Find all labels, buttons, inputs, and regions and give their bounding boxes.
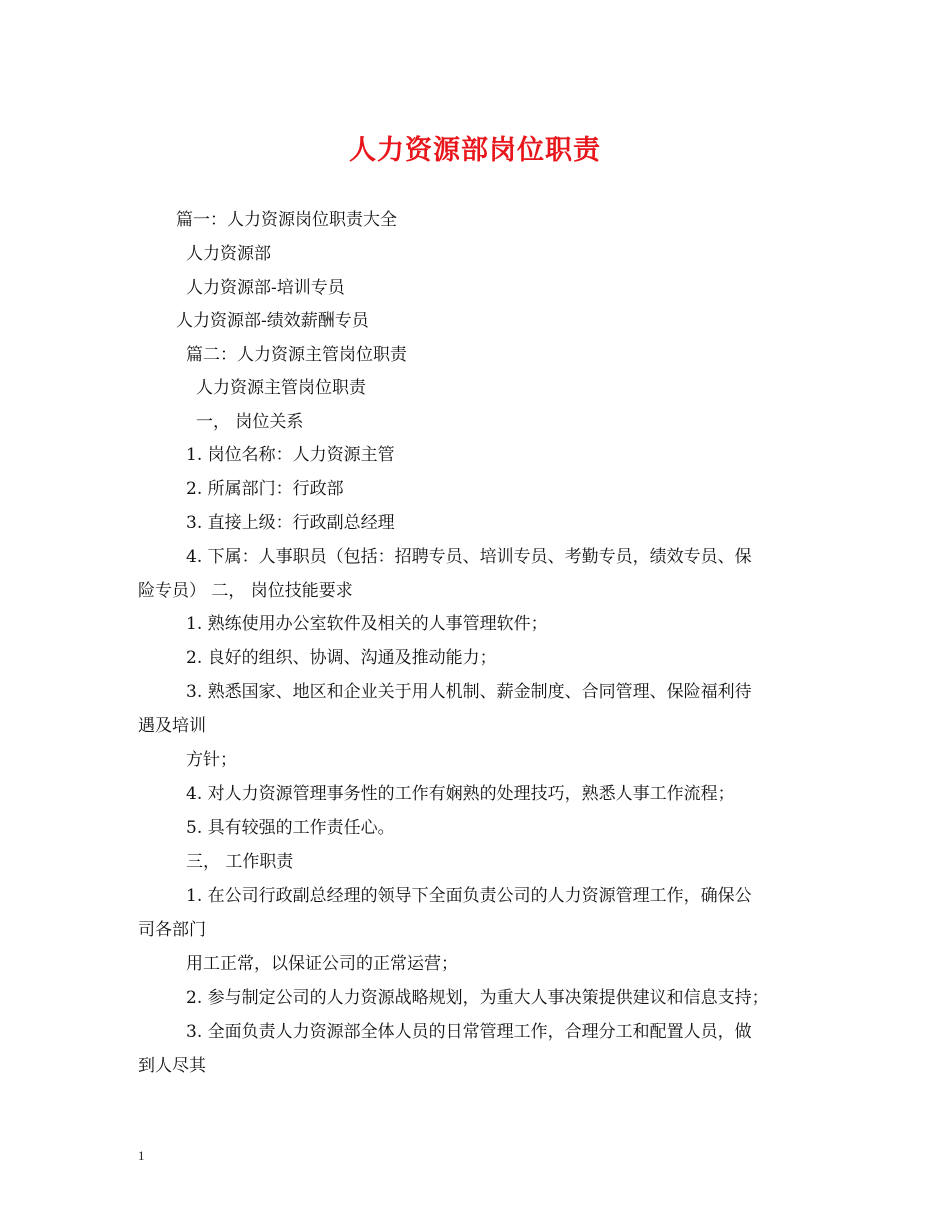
body-line: 司各部门 xyxy=(138,920,206,940)
body-line: 人力资源部 xyxy=(186,244,271,264)
body-line: 到人尽其 xyxy=(138,1056,206,1076)
body-line: 遇及培训 xyxy=(138,716,206,736)
list-item: 5. 具有较强的工作责任心。 xyxy=(186,818,395,838)
body-line: 方针； xyxy=(186,750,237,770)
section-heading: 一， 岗位关系 xyxy=(196,412,304,432)
document-title: 人力资源部岗位职责 xyxy=(349,135,601,166)
body-line: 险专员） 二， 岗位技能要求 xyxy=(138,581,353,601)
list-item: 2. 所属部门：行政部 xyxy=(186,479,344,499)
page-number: 1 xyxy=(138,1148,145,1163)
body-line: 人力资源主管岗位职责 xyxy=(196,378,366,398)
list-item: 3. 直接上级：行政副总经理 xyxy=(186,513,395,533)
body-line: 篇一：人力资源岗位职责大全 xyxy=(176,210,397,230)
list-item: 2. 参与制定公司的人力资源战略规划，为重大人事决策提供建议和信息支持； xyxy=(186,988,769,1008)
list-item: 3. 熟悉国家、地区和企业关于用人机制、薪金制度、合同管理、保险福利待 xyxy=(186,682,752,702)
list-item: 4. 下属：人事职员（包括：招聘专员、培训专员、考勤专员，绩效专员、保 xyxy=(186,547,752,567)
list-item: 2. 良好的组织、协调、沟通及推动能力； xyxy=(186,648,497,668)
body-line: 人力资源部-培训专员 xyxy=(186,278,345,298)
list-item: 4. 对人力资源管理事务性的工作有娴熟的处理技巧，熟悉人事工作流程； xyxy=(186,784,735,804)
body-line: 人力资源部-绩效薪酬专员 xyxy=(176,311,369,331)
list-item: 1. 熟练使用办公室软件及相关的人事管理软件； xyxy=(186,614,548,634)
list-item: 1. 在公司行政副总经理的领导下全面负责公司的人力资源管理工作，确保公 xyxy=(186,886,752,906)
list-item: 1. 岗位名称：人力资源主管 xyxy=(186,445,395,465)
body-line: 篇二：人力资源主管岗位职责 xyxy=(186,345,407,365)
body-line: 用工正常，以保证公司的正常运营； xyxy=(186,954,458,974)
list-item: 3. 全面负责人力资源部全体人员的日常管理工作，合理分工和配置人员，做 xyxy=(186,1022,752,1042)
section-heading: 三， 工作职责 xyxy=(186,852,294,872)
